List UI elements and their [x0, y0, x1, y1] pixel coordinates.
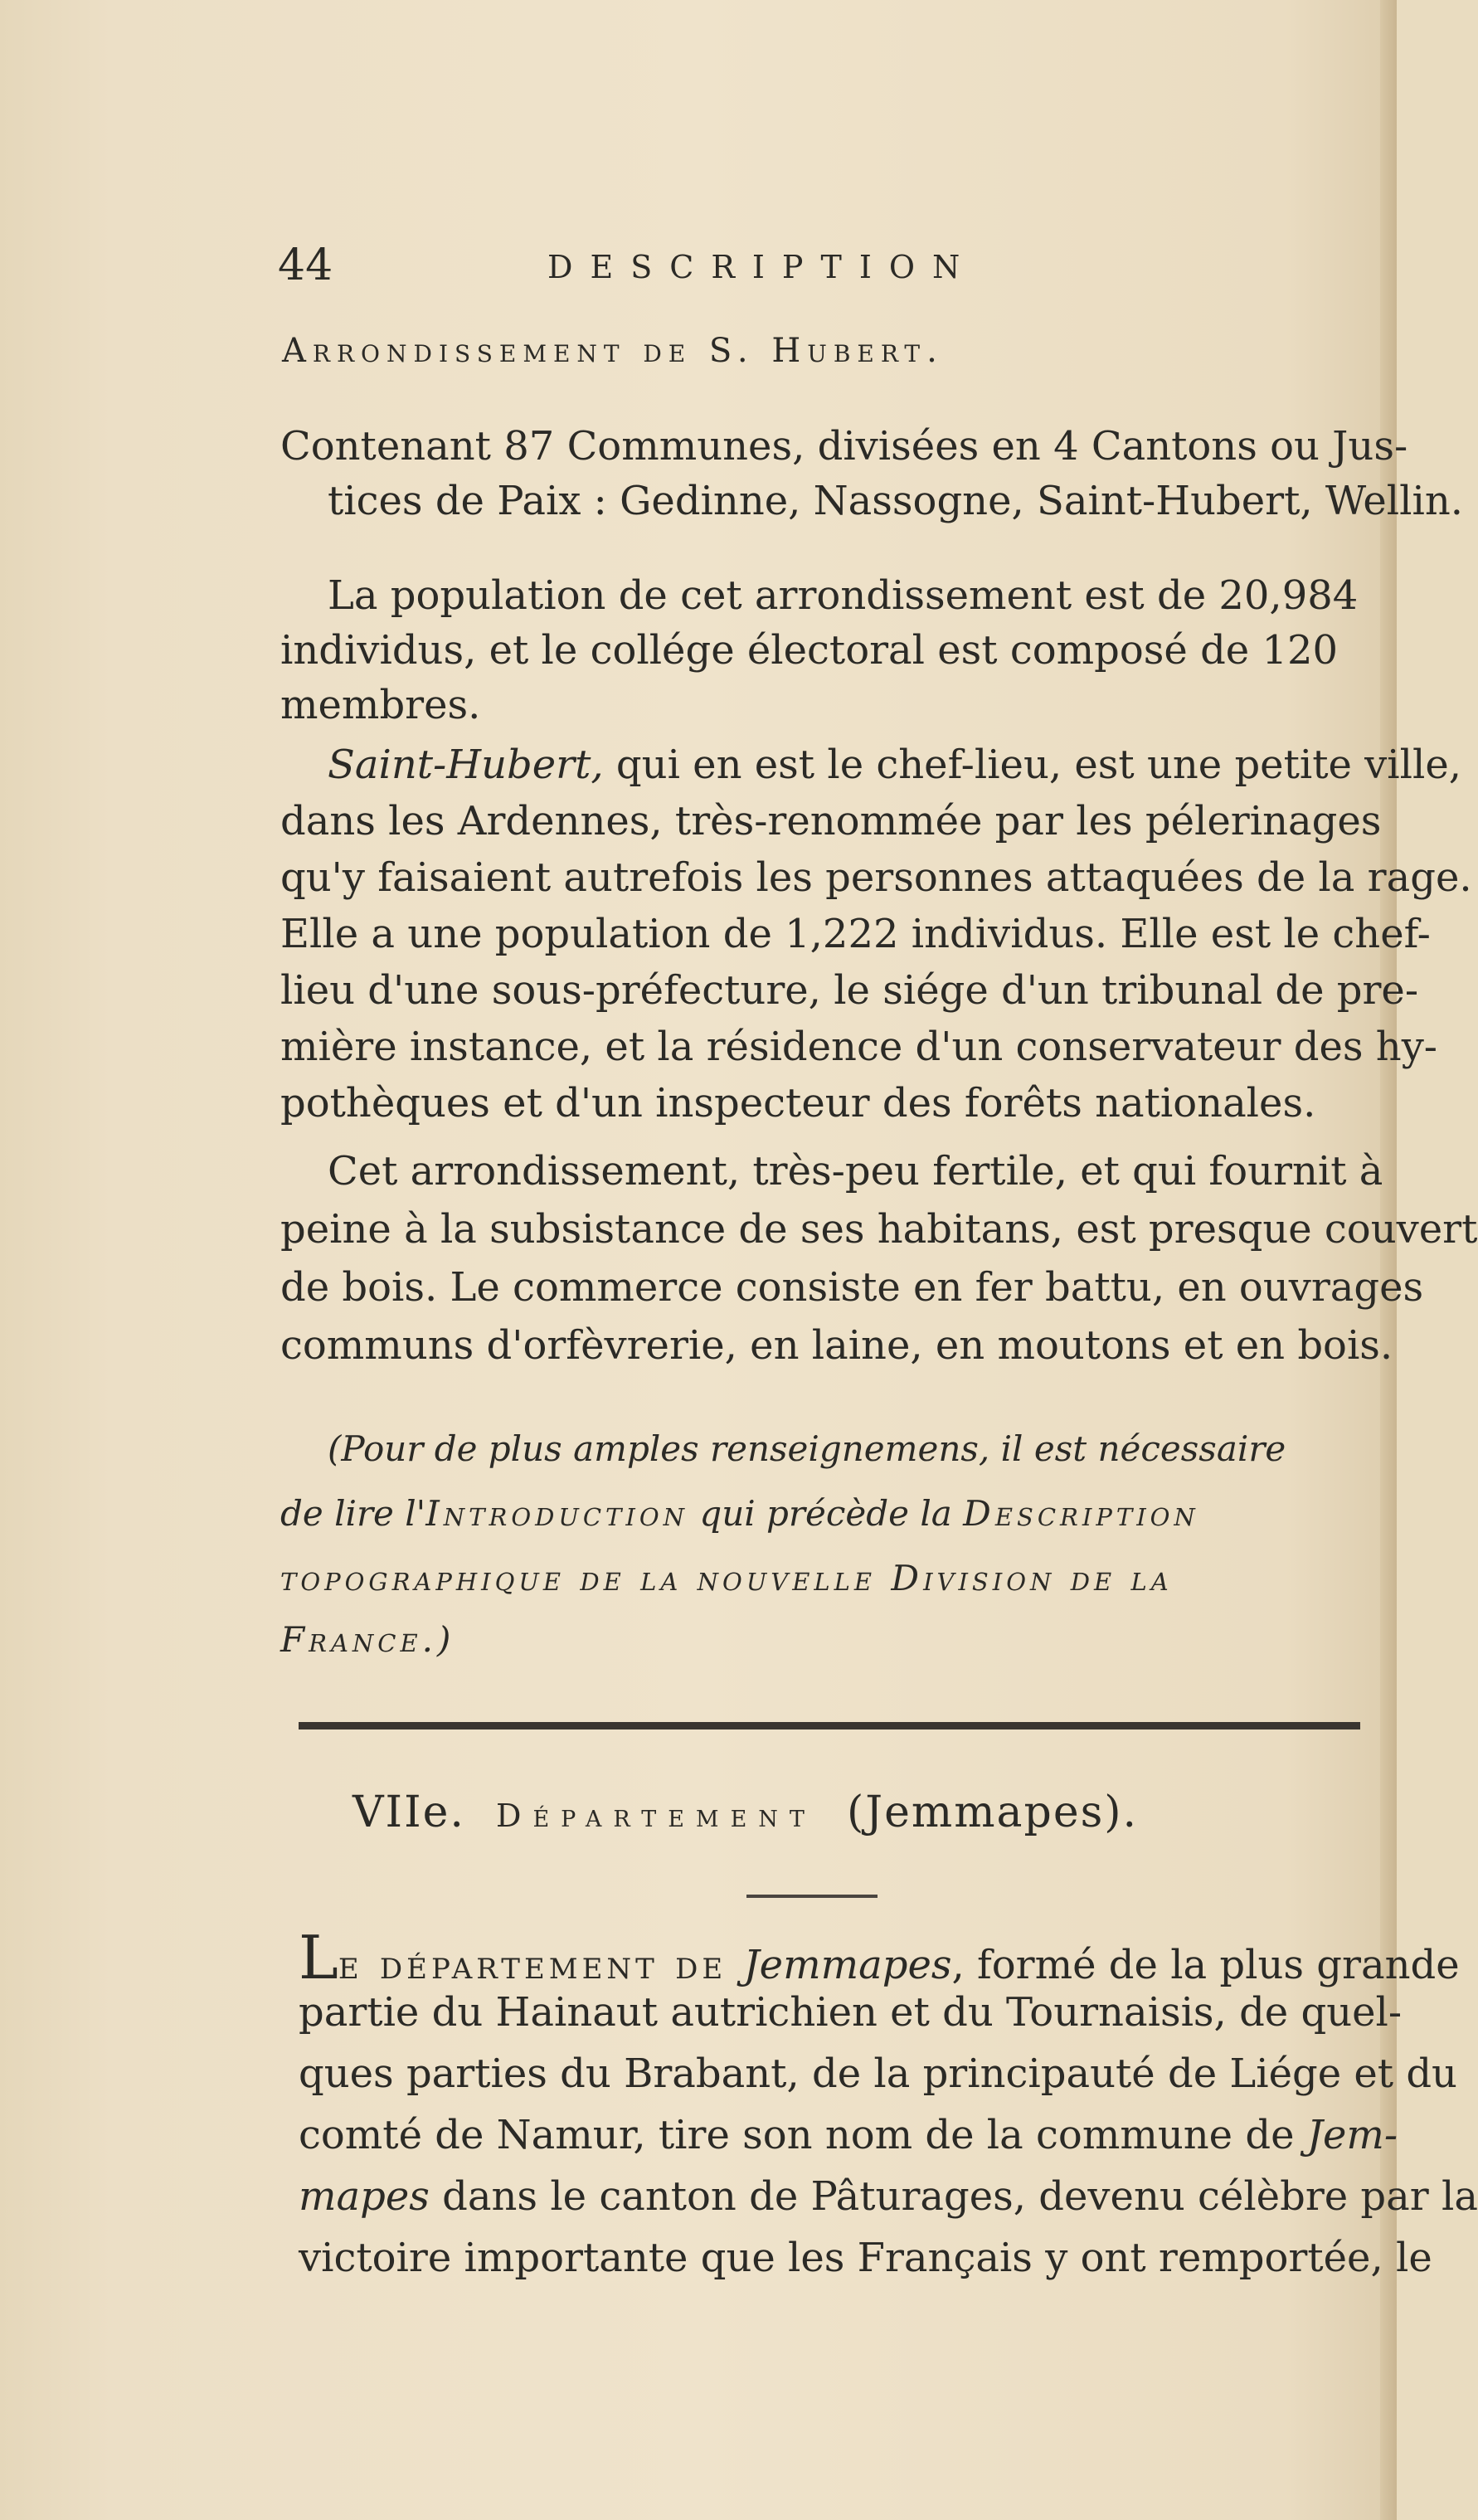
page-number: 44: [278, 241, 333, 290]
note-line: France.): [280, 1619, 455, 1660]
department-word: Département: [496, 1798, 816, 1834]
text-line: [328, 742, 1461, 788]
text-segment: Description: [963, 1493, 1199, 1534]
text-segment: , formé de la plus grande: [951, 1942, 1460, 1988]
text-line: [299, 1923, 1460, 1992]
note-line: (Pour de plus amples renseignemens, il est nécessaire: [328, 1428, 1286, 1469]
section-divider: [299, 1722, 1360, 1729]
place-name: mapes: [299, 2173, 430, 2220]
heading-rule: [746, 1895, 878, 1898]
text-line: qu'y faisaient autrefois les personnes attaquées de la rage.: [280, 854, 1472, 901]
place-name: Jemmapes: [743, 1942, 952, 1988]
department-number: VIIe.: [352, 1788, 465, 1837]
text-line: lieu d'une sous-préfecture, le siége d'un tribunal de pre-: [280, 967, 1419, 1014]
place-name: Jem-: [1306, 2112, 1398, 2158]
text-line: La population de cet arrondissement est de 20,984: [328, 572, 1359, 619]
text-line: victoire importante que les Français y ont remportée, le: [299, 2235, 1432, 2281]
text-line: tices de Paix : Gedinne, Nassogne, Saint-Hubert, Wellin.: [328, 478, 1463, 524]
text-line: peine à la subsistance de ses habitans, est presque couvert: [280, 1206, 1478, 1253]
running-title: DESCRIPTION: [547, 249, 978, 285]
text-line: partie du Hainaut autrichien et du Tournaisis, de quel-: [299, 1989, 1403, 2036]
text-line: dans les Ardennes, très-renommée par les pélerinages: [280, 798, 1382, 844]
text-segment: dans le canton de Pâturages, devenu célèbre par la: [429, 2173, 1478, 2220]
arrondissement-heading: Arrondissement de S. Hubert.: [282, 332, 944, 370]
note-line: [280, 1493, 1199, 1534]
text-segment: qui précède la: [688, 1493, 964, 1534]
text-line: mière instance, et la résidence d'un conservateur des hy-: [280, 1024, 1438, 1070]
text-line: ques parties du Brabant, de la principauté de Liége et du: [299, 2051, 1457, 2097]
text-line: [299, 2173, 1478, 2220]
drop-cap: L: [299, 1923, 338, 1992]
text-line: Contenant 87 Communes, divisées en 4 Cantons ou Jus-: [280, 423, 1408, 469]
department-name: (Jemmapes).: [847, 1788, 1139, 1837]
text-line: Cet arrondissement, très-peu fertile, et qui fournit à: [328, 1148, 1383, 1194]
department-heading: [352, 1788, 1138, 1837]
text-line: individus, et le collége électoral est composé de 120: [280, 627, 1339, 674]
text-line: communs d'orfèvrerie, en laine, en moutons et en bois.: [280, 1322, 1393, 1369]
text-line: membres.: [280, 682, 481, 728]
place-name: Saint-Hubert,: [328, 742, 604, 788]
text-segment: Introduction: [425, 1493, 688, 1534]
text-segment: qui en est le chef-lieu, est une petite ville,: [603, 742, 1462, 788]
text-line: de bois. Le commerce consiste en fer battu, en ouvrages: [280, 1264, 1424, 1311]
text-line: [299, 2112, 1398, 2158]
text-line: Elle a une population de 1,222 individus. Elle est le chef-: [280, 911, 1431, 957]
text-segment: comté de Namur, tire son nom de la commune de: [299, 2112, 1307, 2158]
text-segment: de lire l': [280, 1493, 426, 1534]
text-segment: e département de: [338, 1942, 744, 1988]
note-line: topographique de la nouvelle Division de la: [280, 1558, 1173, 1598]
text-line: pothèques et d'un inspecteur des forêts nationales.: [280, 1080, 1316, 1126]
